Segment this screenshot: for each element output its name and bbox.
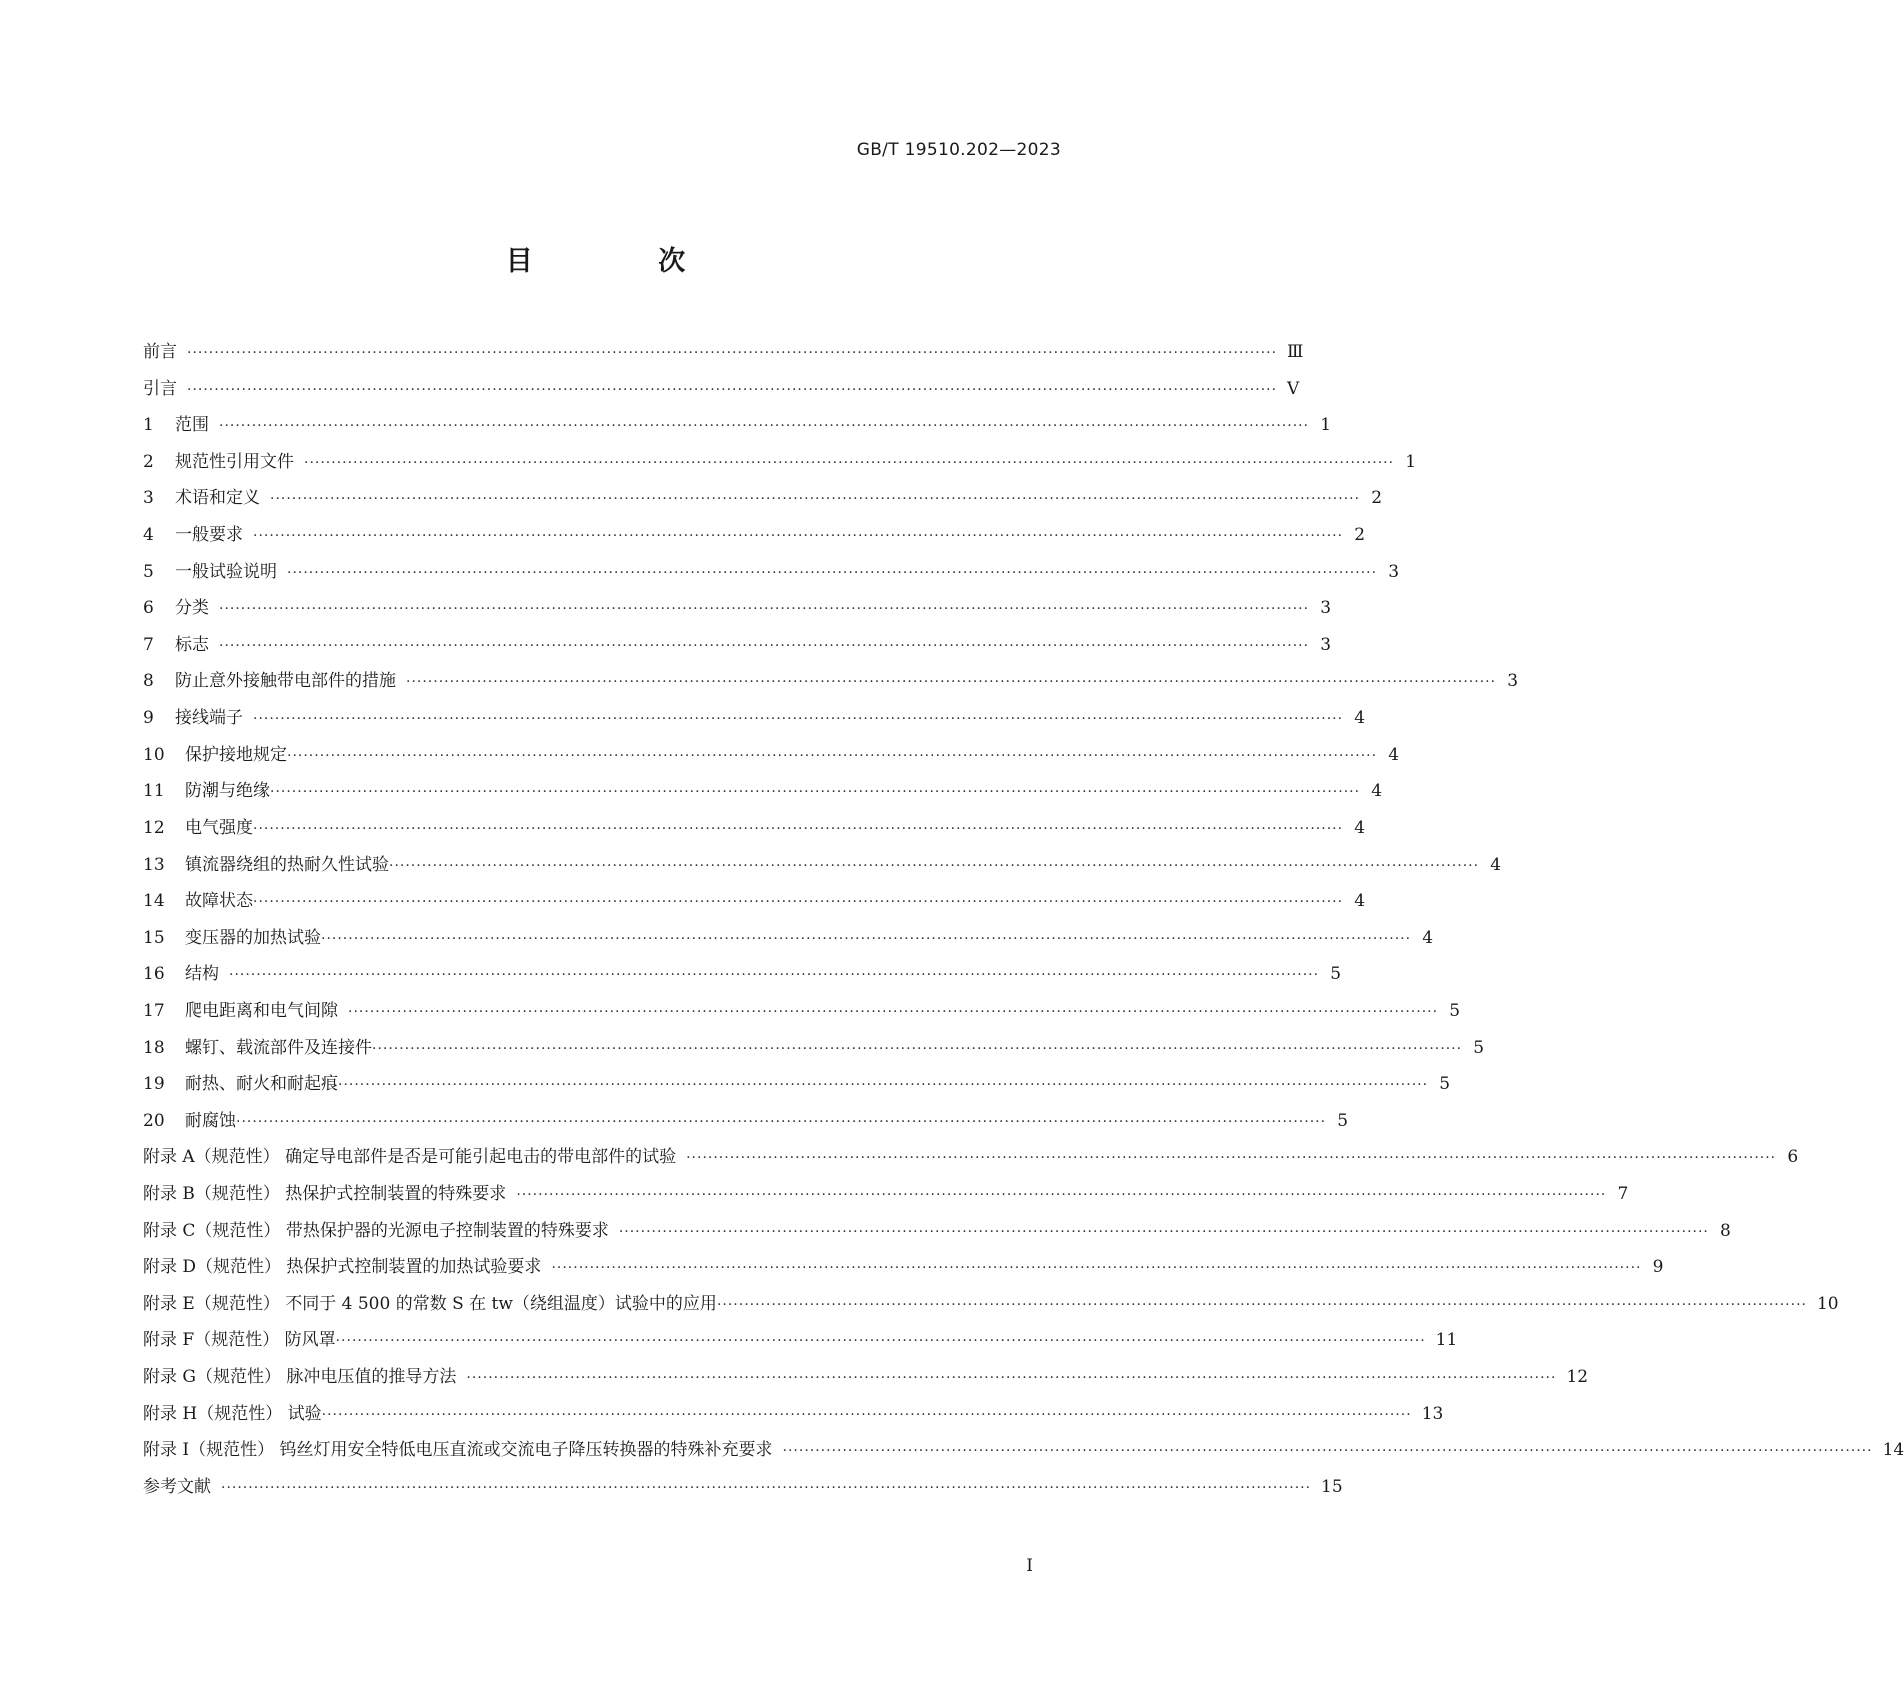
toc-dot-leader: ········································································································································································································ [287,747,1378,764]
toc-entry[interactable] [143,523,1366,560]
toc-dot-leader: ········································································································································································································ [338,1077,1429,1094]
toc-entry-number: 16 [143,964,165,985]
toc-entry-label: 附录 F（规范性） 防风罩 [143,1330,336,1351]
toc-dot-leader: ········································································································································································································ [229,967,1320,984]
toc-entry-page: 3 [1320,598,1332,619]
toc-entry-number: 5 [143,561,154,582]
toc-dot-leader: ········································································································································································································ [287,564,1378,581]
toc-entry-page: 1 [1405,451,1417,472]
toc-dot-leader: ········································································································································································································ [466,1370,1557,1387]
toc-entry-number: 14 [143,891,165,912]
toc-dot-leader: ········································································································································································································ [253,711,1344,728]
toc-entry-page: 13 [1421,1403,1444,1424]
toc-dot-leader: ········································································································································································································ [221,1479,1312,1496]
toc-dot-leader: ········································································································································································································ [219,601,1310,618]
toc-entry-label: 分类 [175,598,209,619]
toc-entry-page: 5 [1330,964,1342,985]
toc-entry-label: 保护接地规定 [185,744,287,765]
toc-entry-label: 爬电距离和电气间隙 [185,1000,338,1021]
toc-dot-leader: ········································································································································································································ [321,1406,1412,1423]
toc-entry[interactable] [143,377,1300,414]
toc-entry-number: 3 [143,488,154,509]
toc-entry-page: Ⅲ [1287,342,1304,362]
toc-entry-number: 2 [143,451,154,472]
toc-entry-page: 5 [1439,1074,1451,1095]
toc-entry[interactable] [143,889,1366,926]
toc-entry[interactable] [143,779,1383,816]
toc-entry-page: 11 [1435,1330,1458,1351]
toc-entry-page: 4 [1354,708,1366,729]
toc-entry-label: 结构 [185,964,219,985]
toc-entry[interactable] [143,816,1366,853]
toc-dot-leader: ········································································································································································································ [551,1260,1642,1277]
toc-entry-label: 电气强度 [185,817,253,838]
toc-entry[interactable] [143,1438,1904,1475]
toc-entry[interactable] [143,999,1461,1036]
toc-entry-label: 耐腐蚀 [185,1110,236,1131]
toc-entry-label: 镇流器绕组的热耐久性试验 [185,854,389,875]
toc-entry-page: 5 [1337,1110,1349,1131]
toc-entry[interactable] [143,1328,1458,1365]
toc-entry[interactable] [143,1036,1485,1073]
toc-entry-page: 9 [1652,1257,1664,1278]
toc-entry-label: 耐热、耐火和耐起痕 [185,1074,338,1095]
toc-dot-leader: ········································································································································································································ [389,857,1480,874]
toc-entry[interactable] [143,1145,1799,1182]
toc-entry-number: 13 [143,854,165,875]
toc-entry-page: 5 [1473,1037,1485,1058]
toc-entry-label: 标志 [175,634,209,655]
toc-entry-label: 附录 G（规范性） 脉冲电压值的推导方法 [143,1367,457,1388]
toc-dot-leader: ········································································································································································································ [516,1187,1607,1204]
toc-entry[interactable] [143,1109,1349,1146]
toc-entry-page: 8 [1720,1220,1731,1241]
toc-entry-label: 术语和定义 [175,488,260,509]
toc-entry-label: 附录 E（规范性） 不同于 4 500 的常数 S 在 tw（绕组温度）试验中的应用 [143,1293,717,1314]
toc-entry-page: 15 [1321,1476,1343,1497]
toc-entry[interactable] [143,853,1502,890]
toc-dot-leader: ········································································································································································································ [304,454,1395,471]
toc-entry-label: 附录 C（规范性） 带热保护器的光源电子控制装置的特殊要求 [143,1220,609,1241]
toc-dot-leader: ········································································································································································································ [335,1333,1426,1350]
toc-entry-page: Ⅴ [1287,378,1300,399]
toc-dot-leader: ········································································································································································································ [253,820,1344,837]
toc-dot-leader: ········································································································································································································ [321,930,1412,947]
toc-entry[interactable] [143,743,1400,780]
toc-entry-page: 4 [1422,927,1434,948]
toc-entry-page: 1 [1320,415,1332,436]
standard-number: GB/T 19510.202—2023 [856,140,1061,160]
toc-entry[interactable] [143,1475,1343,1512]
page-title: 目 次 [505,246,744,277]
toc-entry-page: 3 [1388,561,1400,582]
toc-dot-leader: ········································································································································································································ [253,528,1344,545]
toc-entry-page: 4 [1354,891,1366,912]
toc-dot-leader: ········································································································································································································ [253,894,1344,911]
toc-entry[interactable] [143,1182,1629,1219]
toc-entry[interactable] [143,1365,1589,1402]
toc-dot-leader: ········································································································································································································ [782,1443,1873,1460]
toc-entry-page: 4 [1354,817,1366,838]
toc-entry-number: 10 [143,744,165,765]
toc-entry[interactable] [143,1292,1839,1329]
toc-entry-number: 19 [143,1074,165,1095]
toc-dot-leader: ········································································································································································································ [219,418,1310,435]
toc-entry-page: 6 [1787,1147,1799,1168]
toc-entry-page: 2 [1354,525,1366,546]
toc-entry-label: 螺钉、载流部件及连接件 [185,1037,372,1058]
toc-entry-label: 参考文献 [143,1476,211,1497]
toc-entry-label: 规范性引用文件 [175,451,294,472]
toc-entry-number: 15 [143,927,165,948]
toc-entry-page: 3 [1320,634,1332,655]
table-of-contents [143,340,1904,1512]
toc-entry[interactable] [143,1072,1451,1109]
toc-entry-label: 附录 H（规范性） 试验 [143,1403,322,1424]
page-number: Ⅰ [1026,1556,1033,1576]
toc-entry-number: 17 [143,1000,165,1021]
toc-dot-leader: ········································································································································································································ [187,381,1278,398]
toc-entry-label: 一般试验说明 [175,561,277,582]
toc-entry[interactable] [143,706,1366,743]
toc-dot-leader: ········································································································································································································ [618,1223,1709,1240]
toc-dot-leader: ········································································································································································································ [270,784,1361,801]
toc-entry[interactable] [143,962,1342,999]
toc-entry-number: 12 [143,817,165,838]
toc-entry[interactable] [143,926,1434,963]
toc-entry-number: 4 [143,525,154,546]
toc-entry-page: 12 [1566,1367,1589,1388]
toc-entry-label: 附录 B（规范性） 热保护式控制装置的特殊要求 [143,1184,507,1205]
toc-entry-number: 20 [143,1110,165,1131]
toc-entry-label: 附录 A（规范性） 确定导电部件是否是可能引起电击的带电部件的试验 [143,1147,677,1168]
toc-entry-page: 10 [1816,1293,1839,1314]
toc-entry[interactable] [143,633,1332,670]
toc-entry-label: 引言 [143,378,177,399]
toc-entry-number: 8 [143,671,154,692]
toc-entry[interactable] [143,486,1383,523]
toc-entry-label: 防潮与绝缘 [185,781,270,802]
toc-dot-leader: ········································································································································································································ [716,1296,1807,1313]
toc-entry-page: 7 [1617,1184,1629,1205]
toc-entry-label: 范围 [175,415,209,436]
toc-entry-page: 4 [1388,744,1400,765]
toc-entry-page: 3 [1507,671,1519,692]
toc-entry-label: 故障状态 [185,891,253,912]
toc-dot-leader: ········································································································································································································ [270,491,1361,508]
toc-entry-label: 附录 D（规范性） 热保护式控制装置的加热试验要求 [143,1257,542,1278]
toc-entry-label: 附录 I（规范性） 钨丝灯用安全特低电压直流或交流电子降压转换器的特殊补充要求 [143,1440,773,1461]
toc-entry[interactable] [143,450,1417,487]
toc-entry-page: 14 [1882,1440,1904,1461]
toc-entry-number: 6 [143,598,154,619]
toc-entry-page: 5 [1449,1000,1461,1021]
toc-dot-leader: ········································································································································································································ [236,1113,1327,1130]
toc-entry-label: 防止意外接触带电部件的措施 [175,671,396,692]
toc-entry[interactable] [143,340,1304,377]
toc-entry[interactable] [143,560,1400,597]
toc-entry[interactable] [143,1219,1731,1256]
toc-dot-leader: ········································································································································································································ [187,345,1278,361]
toc-entry-number: 9 [143,708,154,729]
toc-entry-page: 4 [1371,781,1383,802]
toc-entry-label: 一般要求 [175,525,243,546]
toc-entry-label: 接线端子 [175,708,243,729]
toc-entry-page: 4 [1490,854,1502,875]
toc-dot-leader: ········································································································································································································ [406,674,1497,691]
toc-entry[interactable] [143,596,1332,633]
toc-entry[interactable] [143,1255,1664,1292]
toc-dot-leader: ········································································································································································································ [372,1040,1463,1057]
toc-dot-leader: ········································································································································································································ [686,1150,1777,1167]
toc-entry-number: 18 [143,1037,165,1058]
toc-dot-leader: ········································································································································································································ [348,1003,1439,1020]
toc-entry-number: 1 [143,415,154,436]
toc-dot-leader: ········································································································································································································ [219,637,1310,654]
toc-entry[interactable] [143,1402,1444,1439]
toc-entry[interactable] [143,669,1519,706]
toc-entry[interactable] [143,413,1332,450]
toc-entry-page: 2 [1371,488,1383,509]
toc-entry-label: 变压器的加热试验 [185,927,321,948]
toc-entry-label: 前言 [143,342,177,362]
toc-entry-number: 7 [143,634,154,655]
toc-entry-number: 11 [143,781,165,802]
